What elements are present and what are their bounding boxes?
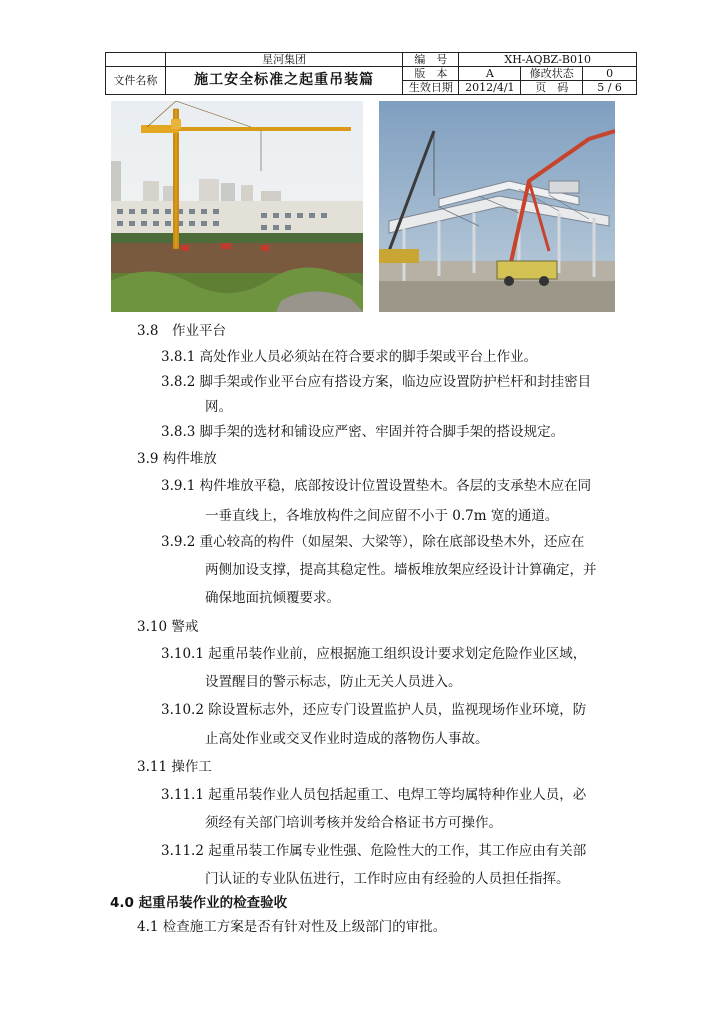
- list-item-3-9-2-cont2: 确保地面抗倾覆要求。: [205, 590, 340, 606]
- list-item-3-10-1-cont: 设置醒目的警示标志，防止无关人员进入。: [205, 674, 462, 690]
- list-item-3-8-3: 3.8.3 脚手架的选材和铺设应严密、牢固并符合脚手架的搭设规定。: [161, 424, 565, 440]
- section-heading-3-10: 3.10 警戒: [137, 619, 199, 635]
- list-item-3-9-2: 3.9.2 重心较高的构件（如屋架、大梁等），除在底部设垫木外，还应在: [161, 534, 585, 550]
- page-value: 5 / 6: [583, 81, 637, 95]
- doc-name-label: 文件名称: [106, 67, 166, 95]
- list-item-3-9-2-cont1: 两侧加设支撑，提高其稳定性。墙板堆放架应经设计计算确定，并: [205, 562, 597, 578]
- page-label: 页 码: [521, 81, 583, 95]
- header-blank-cell: [106, 53, 166, 67]
- effective-date-value: 2012/4/1: [459, 81, 521, 95]
- list-item-3-11-2-cont: 门认证的专业队伍进行，工作时应由有经验的人员担任指挥。: [205, 871, 570, 887]
- list-item-3-8-2: 3.8.2 脚手架或作业平台应有搭设方案，临边应设置防护栏杆和封挂密目: [161, 374, 592, 390]
- list-item-3-10-1: 3.10.1 起重吊装作业前，应根据施工组织设计要求划定危险作业区域，: [161, 646, 587, 662]
- list-item-3-8-2-cont: 网。: [205, 399, 232, 415]
- list-item-3-10-2: 3.10.2 除设置标志外，还应专门设置监护人员，监视现场作业环境，防: [161, 702, 587, 718]
- list-item-3-11-1-cont: 须经有关部门培训考核并发给合格证书方可操作。: [205, 815, 502, 831]
- section-heading-4-0: 4.0 起重吊装作业的检查验收: [110, 895, 288, 911]
- list-item-3-9-1: 3.9.1 构件堆放平稳，底部按设计位置设置垫木。各层的支承垫木应在同: [161, 478, 592, 494]
- list-item-3-8-1: 3.8.1 高处作业人员必须站在符合要求的脚手架或平台上作业。: [161, 349, 538, 365]
- list-item-4-1: 4.1 检查施工方案是否有针对性及上级部门的审批。: [137, 919, 447, 935]
- revision-value: 0: [583, 67, 637, 81]
- document-header-table: [105, 52, 637, 95]
- revision-label: 修改状态: [521, 67, 583, 81]
- company-name: 星河集团: [165, 53, 403, 67]
- effective-date-label: 生效日期: [403, 81, 459, 95]
- list-item-3-11-2: 3.11.2 起重吊装工作属专业性强、危险性大的工作，其工作应由有关部: [161, 843, 587, 859]
- code-value: XH-AQBZ-B010: [459, 53, 637, 67]
- list-item-3-10-2-cont: 止高处作业或交叉作业时造成的落物伤人事故。: [205, 731, 489, 747]
- section-heading-3-9: 3.9 构件堆放: [137, 451, 217, 467]
- list-item-3-9-1-cont: 一垂直线上，各堆放构件之间应留不小于 0.7m 宽的通道。: [205, 508, 559, 524]
- code-label: 编 号: [403, 53, 459, 67]
- section-heading-3-11: 3.11 操作工: [137, 759, 212, 775]
- version-label: 版 本: [403, 67, 459, 81]
- doc-title: 施工安全标准之起重吊装篇: [165, 67, 403, 95]
- version-value: A: [459, 67, 521, 81]
- list-item-3-11-1: 3.11.1 起重吊装作业人员包括起重工、电焊工等均属特种作业人员，必: [161, 787, 587, 803]
- steel-hoisting-photo: [379, 101, 615, 312]
- tower-crane-photo: [111, 101, 363, 312]
- section-heading-3-8: 3.8 作业平台: [137, 323, 226, 339]
